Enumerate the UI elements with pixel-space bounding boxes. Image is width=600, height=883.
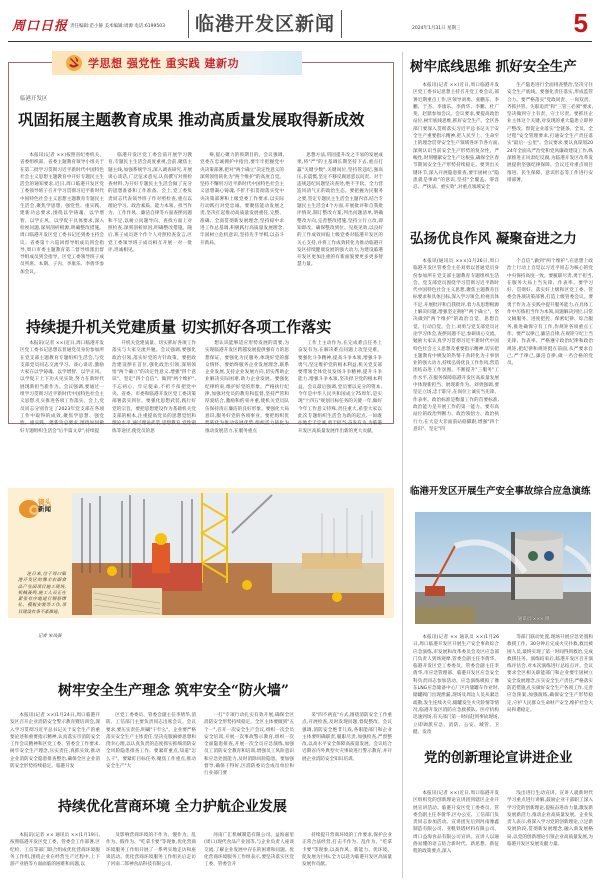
article4-paragraph: 本报讯(记者 ×× 通讯员 ××)1月19日,按照临港开发区党工委、管委会工作部署,区纪检、工信等部门联合组成优化营商环境服务工作组,围绕企业在经营生产过程中,上下游产业链等方面面临的困难和问题,以 [10,833,100,868]
lead-column-3 [200,152,284,302]
article2-column-1 [20,340,104,434]
photo-news-badge [38,499,51,513]
article3-paragraph: 本报讯(记者 ××)1月24日,周口临港开发区召开企业消防安全警示教育暨培训会,深入学习贯彻习近平总书记关于安全生产的重要论述和重要指示精神,认真落实市消防安全工作会议精神和区党工委、管委会工作要求,树牢安全生产理念,压实责任,真抓实效,推动企业消防安全隐患排查整治,确保全区企业消防安全形势持续稳定。临港开发 [10,713,100,770]
lead-column-1 [20,152,104,302]
lead-paragraph: 辩,提心聚力的预期目的。会议强调,党委在忠诚拥护中指出,要牢牢把握党中央决策部署,把对"两个确立"决定性意义的深刻领悟转化为"两个维护"的高度自觉。坚持不懈用习近平新时代中国特色社会主义思想凝心铸魂,不折不扣贯彻落实党中央决策部署和上级党委工作要求,以实际行动践行对党忠诚。要聚焦能动发展之责,坚决扛起推动高质量发展重任,完整、准确、全面贯彻新发展理念,坚持稳中求进工作总基调,积极践行高质量发展理念,牢固树立危机意识,坚持先手导棋,以奋斗开新局。 [200,153,284,246]
article3-column-4 [302,712,392,778]
article4-paragraph: 持续提升营商环境的工作要求,保护企业正常合法经营,打击不作为、乱作为、"吃拿卡要"等现象,以高作风、新能力、优环境、促发展为目标,全力以赴为临港开发区高质量发展作贡献。 [302,833,392,868]
right3-paragraph: 本报讯(记者 ×× 通讯员 ××)1月26日,周口临港开发区开展生产安全事故综合应急演练,市发展和改革委员会及区应急部门负责人到场观摩,管委会副主任李倩华、临港开发区党工委委员、管委会副主任李倩华,市应急管理部、临港开发区应急安全科负责同志参加活动。应急演练模拟了豫东LNG应急储备中心厂区内储罐车作业时,储罐阀门出现泄漏,现场及周边人员从紧急疏散,发生连续火灾,储罐发生火灾险情等情况,临港开发区消防应急救援队、医疗机构迅速到场,有关部门第一时间赶到事故现场,立即调派应急、消防、公安、城管、卫健、发改 [413,635,499,735]
article4-column-1 [10,832,100,876]
right2-paragraph: 本报讯(通讯员 ×××)1月26日,周口临港开发区管委会主任刘勇以普通党员身份参加所在党支部主题教育专题组织生活会。党支部党员围绕学习贯彻习近平新时代中国特色社会主义思想,聚焦主题教育目标要求和具体目标,深入学习领会,检视具体不足,开展批评和自我批评,着力从思想根源上解决问题,增强坚定拥护"两个确立"、坚决做到"两个维护"的政治自觉、思想自觉、行动自觉。会上,刘勇与党支部党员讨论学习体会,查摆问题不足,参研谈心交流。勉励大家认真学习贯彻习近平新时代中国特色社会主义思想及重要指示精神,切实把主题教育中焕发的热情干劲转化为干事创业的强大动力,持续弘扬优良工作作风,营造团结奋进工作氛围。不断提升"三服务"工作水平,在服务保障临港开发区高质量发展中体现新担当、展现新作为。刘勇强调,要坚定立场,忠于职守,在岗位上诚实当先锋、作表率。政治标准是衡量工作的首要标准,政治能力是开展工作的第一能力。要有高站位的政治判断力、政治领悟力、政治执行力,在大是大非面前站稳脚跟,增强"四个意识"、坚定"四 [413,259,499,432]
article3-column-3 [204,712,294,778]
article4-column-2 [106,832,196,876]
lead-headline[interactable]: 巩固拓展主题教育成果 推动高质量发展取得新成效 [18,110,365,129]
article2-headline[interactable]: 持续提升机关党建质量 切实抓好各项工作落实 [26,318,332,336]
photo-credit: 记者 宋凤强 [38,634,62,639]
theme-banner [52,51,302,75]
lead-kicker: 临港开发区 [20,96,48,102]
article4-column-4 [302,832,392,876]
issue-date: 2024年1月31日 星期三 [412,26,461,31]
article4-column-3 [204,832,294,876]
article4-headline[interactable]: 持续优化营商环境 全力护航企业发展 [58,799,287,815]
article2-paragraph: 工作上主动作为,在完成难点任务上奋发有为,在解决难点问题上攻坚克难。要强化斗争精神,提高斗争本领,增强斗争勇气,坚定维护党的根本利益,机关党支部要带领全体党员发扬斗争精神,提升斗争能力,增强斗争本领,坚决捍卫党的根本利益。会议最后强调,党员要以充分的资本,今年是中华人民共和国成立75周年,是实现"十四五"规划目标任务的关键一年,做好今年工作意义特殊,责任重大,希望大家以此次专题组织生活会为新的起点,一如既往地忠于忠诚,勇于担当,奋发有为,为临港开发区高质量发展作出新的更大贡献。 [298,341,382,434]
article2-column-4 [298,340,382,434]
lead-paragraph: 临港开发区党工委会前开展学习教育,专题民主生活会高度重视,会前,聚焦主题主线,加强系统学习,深入调查研究,开展谈心谈话,广泛征求意见,认真撰写对照检查材料,为开好专题民主生活会做了充分的思想准备和工作准备。会上,党工委负责同志代表领导班子作对照检查,重点以理论学习、政治素质、能力本领、担当作为、工作作风、廉洁自律等方面查摆问题和不足,以树立问题导向、查找方面上对照检查,深刻剖析原因,明确整改措施。随后,班子成员逐个作个人对照检查发言,区党工委领导班子成员相互开展一对一批评,坦诚相见。 [108,153,192,253]
newspaper-logo: 周口日报 [12,19,69,34]
right2-column-1 [413,258,499,476]
drill-photo-credit: 通讯员 ××× 摄 [518,617,550,622]
right4-column-1 [413,790,499,878]
right3-headline[interactable]: 临港开发区开展生产安全事故综合应急演练 [410,486,591,497]
article2-paragraph: 想认识能够适应形势发展的需要,为实现临港开发区跨越发展提供强有力的思想保证。要强化为民服务,体现好党的群众情怀。要始终服务企业发展理念,联系企业发展,支持企业发展方向,切实帮助企业解决实际困难,助力企业发展。要强化纪律约束,维护好党的形象。严格执行纪律,加强对党员的教育和监督,坚持严管和厚爱结合,激励和约束并重,使机关党员队伍保持清正廉洁的良好形象。要强化大局意识,服务好党的各项事业。要把组织优势转化为推动发展优势,组织活力转化为推动发展活力,在服务重点 [205,341,289,434]
badge-top-text: 镜头 [38,498,51,506]
lead-paragraph: 思想方法,巩固提升改之不易的发展成果,将"严"的主基调长期坚持下去,重点打赢"关键少数",关键岗位,坚持管违纪,强高压,长震慑,坚定不移反腐惩恶以问责。对于违规违纪问题坚决查处,绝不手软。全力营造风清气正的政治生态。要把握为民服务之要,坚定专题民主生活会主题内容,结合专题民主生活会4个方面,开展批评和自我批评情况,制订整改方案,列出问题清单,明确整改方向,完善整改措施,坚持立行立改,即知即改。确保整改到位、见底见效,以良好的工作成效回报上级党委对临港开发区的关心支持,并将工作成效转化为推动临港开发区持续健康发展的强大动力,为建设临港开发区更加注重的有新面貌要更多更多智慧力量。 [297,153,383,268]
right3-column-2 [507,634,593,736]
theme-banner-text: 学思想 强党性 重实践 建新功 [88,57,239,70]
page-number: 5 [573,8,588,38]
article3-column-2 [106,712,196,778]
right2-paragraph: 个自信",做到"两个维护",在思想上政治上行动上自觉以习近平同志为核心的党中央保持高度一致。要履职尽责,勇于担当,在服务大局上当先锋、作表率。要学习好、贯彻好、落实好上级和区党工委、管委会各项决策部署,打造上级管委会议。要勇于作为,在实践中提升服务能力,在具体工作中历练担当作为本领,问题解决到位,日常文稿服务、进度把控、保密纪律、综合服务,推进确保守有工作,作规矩各项重点工作。要严以律己,廉洁自律,在规矩守纪上当先锋、作表率。严格遵守政治纪律和政治规矩,把纪律和规矩挺在前面,从严要求自己,严于律己,廉洁自律,做一名合格的党员。 [507,259,593,367]
right4-paragraph: 浅出进行生动宣讲。宣讲人就新时代学习重点进行讲解,鼓励企业干部职工深入学习党的创新理论,提振奋进动力量,激发新发展新活力,推动企业高质量发展。企业负责人表示,将深入学习党的创新理论,立足新发展阶段,贯彻新发展理念,融入新发展格局,以党的创新理论引领企业高质量发展,为临港开发区发展贡献力量。 [507,791,593,848]
masthead [8,8,592,42]
article3-column-1 [10,712,100,778]
editor-info: 责任编辑:范小静 美术编辑:周源 电话:6199503 [70,24,165,29]
right4-headline[interactable]: 党的创新理论宣讲进企业 [424,750,573,766]
lead-column-2 [108,152,192,302]
emergency-drill-photo[interactable] [415,512,591,624]
right4-column-2 [507,790,593,878]
article2-column-3 [205,340,289,434]
right2-column-2 [507,258,593,476]
photo-caption [18,572,66,630]
right1-paragraph: 生产隐患进行全面排查整治,坚决守住安全生产底线。要强化责任落实,形成监管合力。要严格落实"党政同责、一岗双责、齐抓共管、失职追责"和"三管三必须"要求,坚决做到守土有责、守土尽责。要抓住企业主体这个关键,对发现的重大隐患立即停产整改。督促企业落实"全链条、全员、全过程"安全管理要求,打通安全生产责任落实"最后一公里"。会议要求,要认真谋划2024年全面从严治党和党风廉政建设工作,纵深推进正风肃纪反腐,为临港开发区改革发展提供坚强纪律保障。会议还对重点项目推进、民生保障、意识形态等工作进行安排部署。 [507,83,593,183]
right3-paragraph: 等部门联动处置,现场开展应急处置和救援工作。30分钟后完成火灾扑救,救出被困人员,最终实现了第一时间得到救治,完成救援任务。演练结束后,临港开发区召开演练评估会,对本次演练进行总结点评。会议要求全区相关职能部门和企业要牢固树立安全发展理念,压实安全生产责任,严格落实防范措施,扎实做好安全生产各项工作,完善应急预案,加强演练,确保安全生产形势稳定,守护人民群众生命财产安全,维护社会大局和谐稳定。 [507,635,593,713]
article3-paragraph: 采"四不两直"方式,围绕消防安全工作重点,开展检查,及时发现问题,督促整改。会议强调,消防安全绝非儿戏,各职能部门和企业主体要明确职责,履职尽责,加强检查,严督整改,以高水平安全保障高质量发展。会议结合近期省内外典型火灾事故进行警示教育,并开展企业消防安全知识培训。 [302,713,392,762]
article4-paragraph: 及影响营商环境的不作为、慢作为、乱作为、假作为、"吃拿卡要"等现象,优化营商环境服务工作组开展了一系列实地走访和座谈活动。优化营商环境服务工作组先后走访了河南二郎神食品科技有限公司、 [106,833,196,868]
badge-bottom-text: 新闻 [38,505,51,513]
right1-headline[interactable]: 树牢底线思维 抓好安全生产 [410,59,577,75]
right2-headline[interactable]: 弘扬优良作风 凝聚奋进之力 [410,231,577,247]
article2-paragraph: 升机关党建质量、切实抓好各项工作落实与大家交流共勉。会议强调,要强化政治引领,落实好党的方针政策。要把政治建设摆在首位,强化政治引领,深刻领悟"两个确立"的决定性意义,增强"四个意识"、坚定"四个自信"、做到"两个维护",不忘初心、牢记使命,不折不扣把党中央、省委、市委和临港开发区党工委决策部署落实到位。要强化思想武装,践行好党的宗旨。要把思想建设作为基础机关党支部的根本,注重提高党员的思想觉悟和理论水平,通过理论武装,思想教育,党性锻炼等途径,使党员的思 [112,341,196,434]
article4-paragraph: 河南广汇机械制造有限公司、益海嘉里(周口)现代食品产业园等,与企业负责人座谈交流,了解企业发展中存在的困难和问题。优化营商环境服务工作组表示,要坚决落实区党工委、管委会开 [204,833,294,868]
section-title: 临港开发区新闻 [188,10,342,38]
right3-column-1 [413,634,499,736]
right1-column-1 [413,82,499,222]
article3-paragraph: 区党工委委员、管委会副主任李倩华,消防、工信部门主要负责同志出席会议。会议要求,要压实责任,明确"干什么"。企业要严格落实安全生产主体责任,坚决克服麻痹思想和侥幸心理,以认真负责的态度抓实抓细消防安全风险隐患排查工作。要紧盯重点,知道"怎么干"。要紧盯目标任务,聚焦工作重点,推动安全生产"大 [106,713,196,770]
article3-headline[interactable]: 树牢安全生产理念 筑牢安全“防火墙” [58,683,289,699]
construction-site-photo[interactable] [72,493,384,615]
lead-column-4 [297,152,383,302]
photo-caption-text: 连日来,位于周口临港开发区的豫丰农副食品产业园项目施工现场,机械轰鸣,施工人员正在紧张有序地进行钢筋绑扎、模板安装等工作,项目建设有条不紊推进。 [18,572,66,615]
right4-paragraph: 本报讯(记者 ××)近日,周口临港开发区组织党的创新理论宣讲团到辖区企业开展宣讲活动。临港开发区党工委委员、管委会副主任李倩华,区办公室、工信部门负责同志参加活动。宣讲团先后到河南豫鑫制造有限公司、亚帆铁塔材料有限公司、周口益海食品有限公司宣讲。宣讲人以通俗易懂的语言结合新时代、新思想、新征程的政策要点,深入 [413,791,499,855]
lead-paragraph: 本报讯(记者 ××)按照省纪委机关、省委组织部、省委主题教育领导小组关于在第二批学习贯彻习近平新时代中国特色社会主义思想主题教育中开好专题民主生活会的通知要求,近日,周口临港开发区党工委领导班子召开学习贯彻习近平新时代中国特色社会主义思想主题教育专题民主生活会,聚焦学思想、强党性、重实践、建新功总要求,围绕以学铸魂、以学增智、以学正风、以学促干具体要求,深入检视问题,深刻剖析根源,明确整改措施。周口临港开发区党工委书记还到委主持会议。省委第十六巡回督导组成员到会指导,周口市委主题教育第二督导组派出督导组成员到会指导。区党工委领导班子成员列席。本期、子丙、李康乐、李倩华参加会议。 [20,153,104,275]
party-emblem-icon [64,53,84,73]
article3-paragraph: 一打"专项行动扎实有效开展,确保全区消防安全形势持续稳定。全区主体要做到"五个一",召开一次安全生产会议,组织一次全员安全培训,开展一次事故警示教育,组织一次全面隐患排查,开展一次全员应急演练,加强员工消防安全教育和培训,增强员工风险意识和应急处置能力,及时消除风险隐患。要加强督导,确保干得好,区消防委员会成员单位和行业部门要 [204,713,294,777]
column-divider [402,52,403,878]
article2-paragraph: 本报讯(记者 ××)近日,周口临港开发区党工委书记思想以普通党员身份参加所在党支部主题教育专题组织生活会,与党支部党员同志交流学习、谈心谈话,激励大家在以学铸魂、以学增智、以学正风、以学促干上下功夫见实效,努力在新时代展现新担当新作为。会议强调,要通过一组学习贯彻习近平新时代中国特色社会主义思想,扎实推进各项工作落实。会上,党员同志分别肯定了2023年党支部在各项工作中取得的成效,聚焦学思想、强党性、重实践、建新功总要求,围绕如何做好专题组织生活会"后半篇文章",持续提 [20,341,104,434]
right1-paragraph: 本报讯(记者 ××)近日,周口临港开发区党工委书记思想主持召开党工委会议,部署近期重点工作,区领导刘勇、张鹏东、李鹏、于杰、李康乐、李倩华、李鹏、杜广斐、赵鼎参加会议。会议要求,要提高政治站位,树牢底线思维,抓好安全生产。全区各部门要深入贯彻落实习近平总书记关于安全生产重要指示精神,把人民至上、生命至上的理念贯穿安全生产领域各环节各方面,深刻认识当前安全生产形势的复杂性、严峻性,时刻绷紧安全生产这根弦,确保全区春节期间安全生产形势持续稳定。要突出关键环节,深入开展隐患排查,要牢固树立"隐患就是事故"的意识,坚持"全覆盖、零容忍、严执法、重实效",对重点领域安全 [413,83,499,191]
right1-column-2 [507,82,593,222]
article2-column-2 [112,340,196,434]
